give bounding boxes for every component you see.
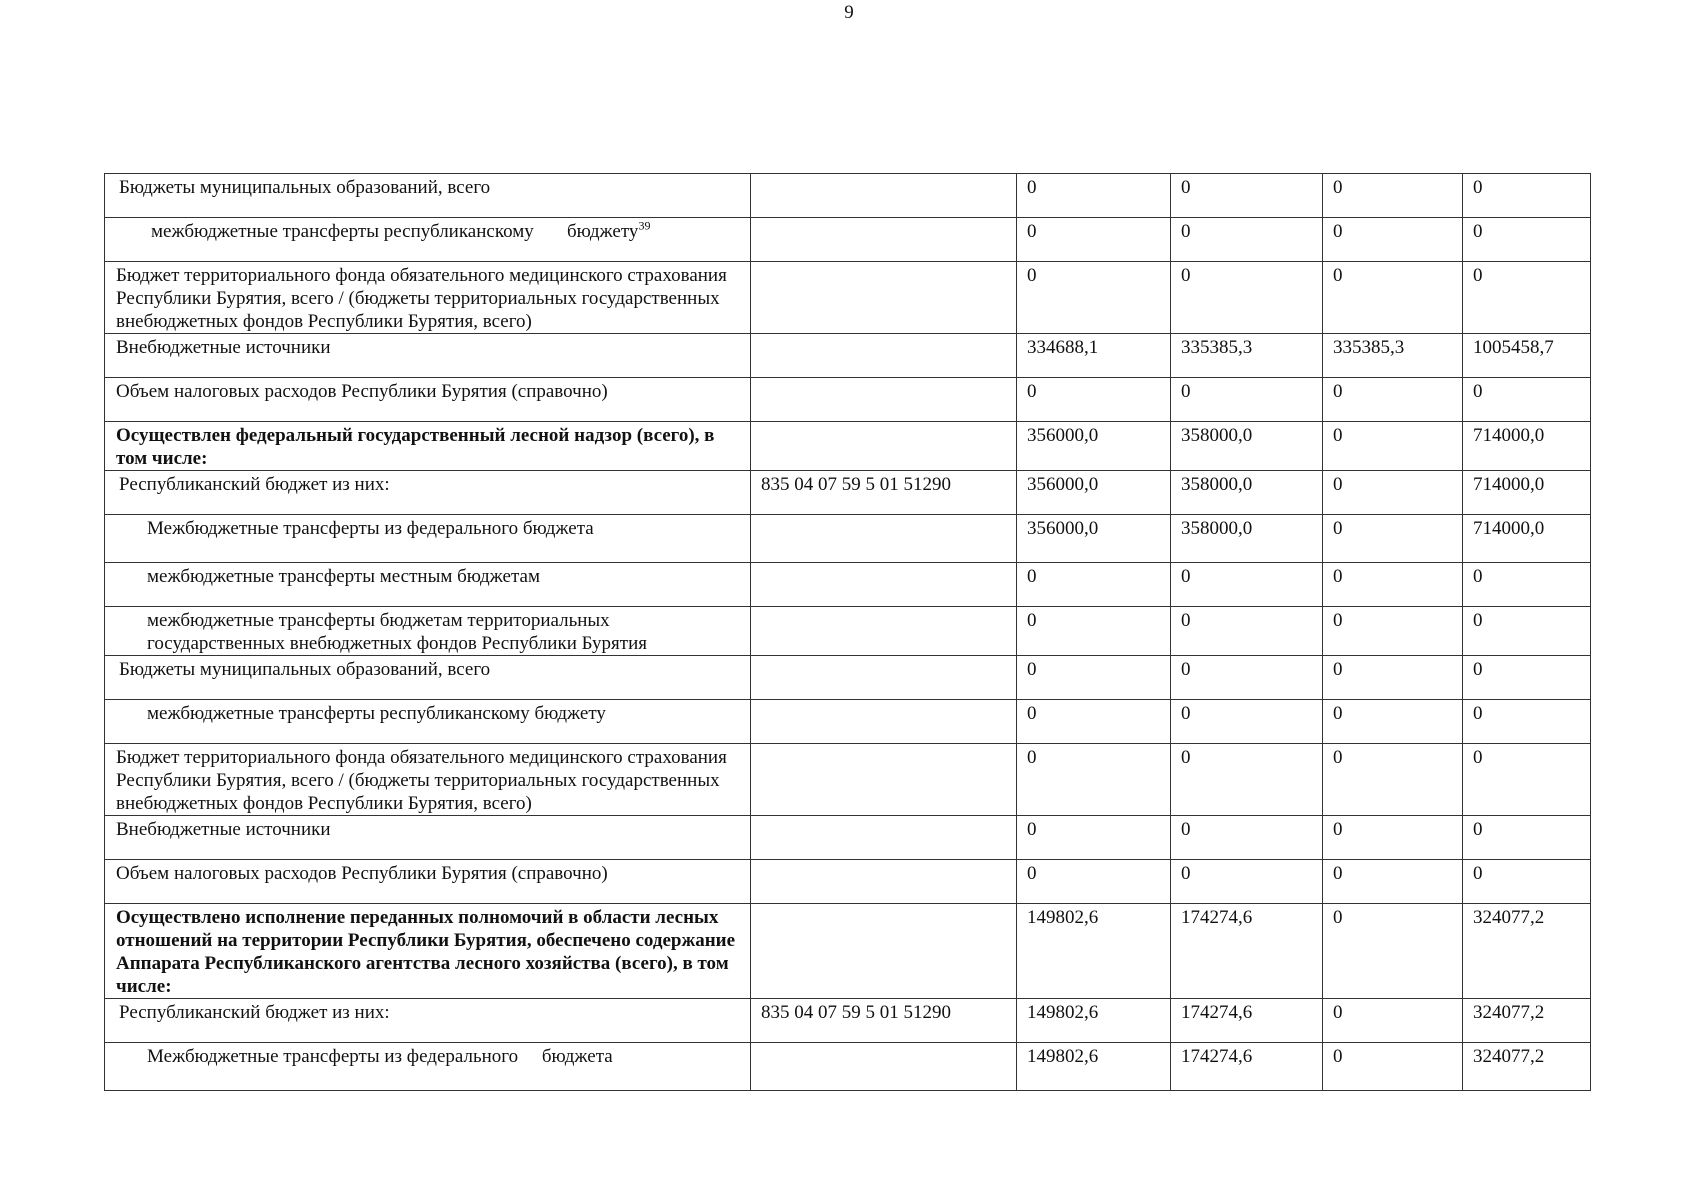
row-name: Межбюджетные трансферты из федерального бюджета [147, 518, 594, 539]
value-year-1: 0 [1017, 174, 1171, 218]
value-total: 714000,0 [1463, 515, 1591, 563]
row-name-cell [105, 1043, 751, 1091]
value-total: 0 [1463, 816, 1591, 860]
table-row [105, 334, 1591, 378]
value-year-3: 0 [1323, 607, 1463, 656]
kbk-code [751, 700, 1017, 744]
row-name: Объем налоговых расходов Республики Бурятия (справочно) [116, 381, 608, 402]
value-year-1: 0 [1017, 700, 1171, 744]
row-name: Бюджет территориального фонда обязательного медицинского страхования Республики Бурятия, всего / (бюджеты территориальных государственных внебюджетных фондов Республики Бурятия, всего) [116, 747, 732, 814]
value-year-1: 149802,6 [1017, 999, 1171, 1043]
kbk-code [751, 515, 1017, 563]
kbk-code [751, 262, 1017, 334]
row-name-cell [105, 471, 751, 515]
row-name-cell [105, 656, 751, 700]
row-name-cell [105, 174, 751, 218]
value-year-2: 0 [1171, 174, 1323, 218]
value-year-1: 0 [1017, 744, 1171, 816]
value-year-1: 149802,6 [1017, 904, 1171, 999]
row-name-cell [105, 334, 751, 378]
value-total: 0 [1463, 218, 1591, 262]
value-year-2: 0 [1171, 816, 1323, 860]
row-name: Республиканский бюджет из них: [119, 1002, 390, 1023]
row-name-cell [105, 700, 751, 744]
kbk-code [751, 816, 1017, 860]
value-year-3: 0 [1323, 471, 1463, 515]
table-row [105, 174, 1591, 218]
kbk-code [751, 218, 1017, 262]
row-name: Бюджеты муниципальных образований, всего [119, 177, 491, 198]
value-total: 0 [1463, 174, 1591, 218]
value-year-1: 0 [1017, 656, 1171, 700]
row-name-cell [105, 999, 751, 1043]
value-year-1: 356000,0 [1017, 471, 1171, 515]
row-name: межбюджетные трансферты республиканскому бюджету [147, 703, 606, 724]
row-name: Внебюджетные источники [116, 337, 331, 358]
row-name: Бюджеты муниципальных образований, всего [119, 659, 491, 680]
table-row [105, 816, 1591, 860]
value-total: 0 [1463, 700, 1591, 744]
value-year-2: 358000,0 [1171, 422, 1323, 471]
kbk-code [751, 904, 1017, 999]
kbk-code [751, 174, 1017, 218]
value-year-3: 0 [1323, 422, 1463, 471]
value-year-1: 334688,1 [1017, 334, 1171, 378]
table-row [105, 700, 1591, 744]
value-year-3: 0 [1323, 378, 1463, 422]
value-year-1: 0 [1017, 262, 1171, 334]
value-total: 714000,0 [1463, 422, 1591, 471]
value-year-2: 0 [1171, 656, 1323, 700]
value-year-2: 335385,3 [1171, 334, 1323, 378]
kbk-code [751, 422, 1017, 471]
row-name: Объем налоговых расходов Республики Бурятия (справочно) [116, 863, 608, 884]
value-total: 0 [1463, 607, 1591, 656]
table-row [105, 563, 1591, 607]
row-name-cell [105, 422, 751, 471]
value-year-1: 149802,6 [1017, 1043, 1171, 1091]
value-year-3: 0 [1323, 816, 1463, 860]
value-year-1: 0 [1017, 607, 1171, 656]
value-year-3: 0 [1323, 860, 1463, 904]
row-name-cell [105, 904, 751, 999]
table-row [105, 262, 1591, 334]
value-year-1: 0 [1017, 860, 1171, 904]
kbk-code [751, 1043, 1017, 1091]
value-year-3: 0 [1323, 1043, 1463, 1091]
page-number: 9 [844, 2, 854, 23]
row-name-cell [105, 218, 751, 262]
value-year-2: 0 [1171, 700, 1323, 744]
row-name: Республиканский бюджет из них: [119, 474, 390, 495]
row-name: Осуществлено исполнение переданных полномочий в области лесных отношений на территории Республики Бурятия, обеспечено содержание Аппарата Республиканского агентства лесного хозяйства (всего), в том числе: [116, 907, 740, 997]
value-year-1: 356000,0 [1017, 515, 1171, 563]
budget-table [104, 173, 1591, 1091]
value-year-3: 0 [1323, 262, 1463, 334]
row-name: межбюджетные трансферты республиканскому бюджету [151, 221, 639, 242]
row-name-cell [105, 262, 751, 334]
table-row [105, 515, 1591, 563]
table-row [105, 860, 1591, 904]
value-year-2: 0 [1171, 563, 1323, 607]
table-row [105, 656, 1591, 700]
kbk-code [751, 656, 1017, 700]
kbk-code [751, 860, 1017, 904]
table-row [105, 607, 1591, 656]
kbk-code [751, 607, 1017, 656]
value-year-2: 0 [1171, 378, 1323, 422]
value-year-1: 0 [1017, 563, 1171, 607]
value-total: 0 [1463, 262, 1591, 334]
table-row [105, 378, 1591, 422]
footnote-marker: 39 [638, 218, 651, 233]
value-total: 714000,0 [1463, 471, 1591, 515]
table-row [105, 218, 1591, 262]
row-name: межбюджетные трансферты местным бюджетам [147, 566, 540, 587]
value-total: 0 [1463, 656, 1591, 700]
kbk-code [751, 334, 1017, 378]
value-year-2: 174274,6 [1171, 999, 1323, 1043]
kbk-code: 835 04 07 59 5 01 51290 [751, 999, 1017, 1043]
value-year-3: 335385,3 [1323, 334, 1463, 378]
row-name-cell [105, 563, 751, 607]
kbk-code [751, 744, 1017, 816]
value-year-3: 0 [1323, 700, 1463, 744]
value-year-3: 0 [1323, 218, 1463, 262]
row-name-cell [105, 515, 751, 563]
row-name: Межбюджетные трансферты из федерального бюджета [147, 1046, 613, 1067]
value-year-3: 0 [1323, 174, 1463, 218]
row-name-cell [105, 378, 751, 422]
row-name-cell [105, 744, 751, 816]
table-row [105, 744, 1591, 816]
value-year-2: 174274,6 [1171, 1043, 1323, 1091]
table-row [105, 422, 1591, 471]
value-year-3: 0 [1323, 563, 1463, 607]
table-row [105, 904, 1591, 999]
table-row [105, 1043, 1591, 1091]
value-year-2: 0 [1171, 607, 1323, 656]
value-year-2: 0 [1171, 744, 1323, 816]
kbk-code: 835 04 07 59 5 01 51290 [751, 471, 1017, 515]
row-name: Осуществлен федеральный государственный лесной надзор (всего), в том числе: [116, 425, 720, 469]
value-total: 0 [1463, 563, 1591, 607]
value-total: 0 [1463, 378, 1591, 422]
row-name: Бюджет территориального фонда обязательного медицинского страхования Республики Бурятия, всего / (бюджеты территориальных государственных внебюджетных фондов Республики Бурятия, всего) [116, 265, 732, 332]
value-year-2: 174274,6 [1171, 904, 1323, 999]
value-total: 324077,2 [1463, 1043, 1591, 1091]
value-year-2: 358000,0 [1171, 515, 1323, 563]
row-name: Внебюджетные источники [116, 819, 331, 840]
value-year-2: 0 [1171, 218, 1323, 262]
value-year-2: 358000,0 [1171, 471, 1323, 515]
row-name: межбюджетные трансферты бюджетам территориальных государственных внебюджетных фондов Республики Бурятия [147, 610, 648, 654]
value-total: 0 [1463, 860, 1591, 904]
value-year-3: 0 [1323, 904, 1463, 999]
value-total: 0 [1463, 744, 1591, 816]
kbk-code [751, 378, 1017, 422]
value-year-3: 0 [1323, 515, 1463, 563]
value-total: 324077,2 [1463, 904, 1591, 999]
table-body [105, 174, 1591, 1091]
row-name-cell [105, 607, 751, 656]
value-year-3: 0 [1323, 744, 1463, 816]
value-year-1: 0 [1017, 378, 1171, 422]
kbk-code [751, 563, 1017, 607]
value-year-2: 0 [1171, 860, 1323, 904]
value-year-1: 0 [1017, 218, 1171, 262]
value-year-1: 356000,0 [1017, 422, 1171, 471]
table-row [105, 471, 1591, 515]
value-year-1: 0 [1017, 816, 1171, 860]
row-name-cell [105, 860, 751, 904]
row-name-cell [105, 816, 751, 860]
value-year-3: 0 [1323, 656, 1463, 700]
value-total: 324077,2 [1463, 999, 1591, 1043]
table-row [105, 999, 1591, 1043]
value-year-2: 0 [1171, 262, 1323, 334]
value-year-3: 0 [1323, 999, 1463, 1043]
value-total: 1005458,7 [1463, 334, 1591, 378]
